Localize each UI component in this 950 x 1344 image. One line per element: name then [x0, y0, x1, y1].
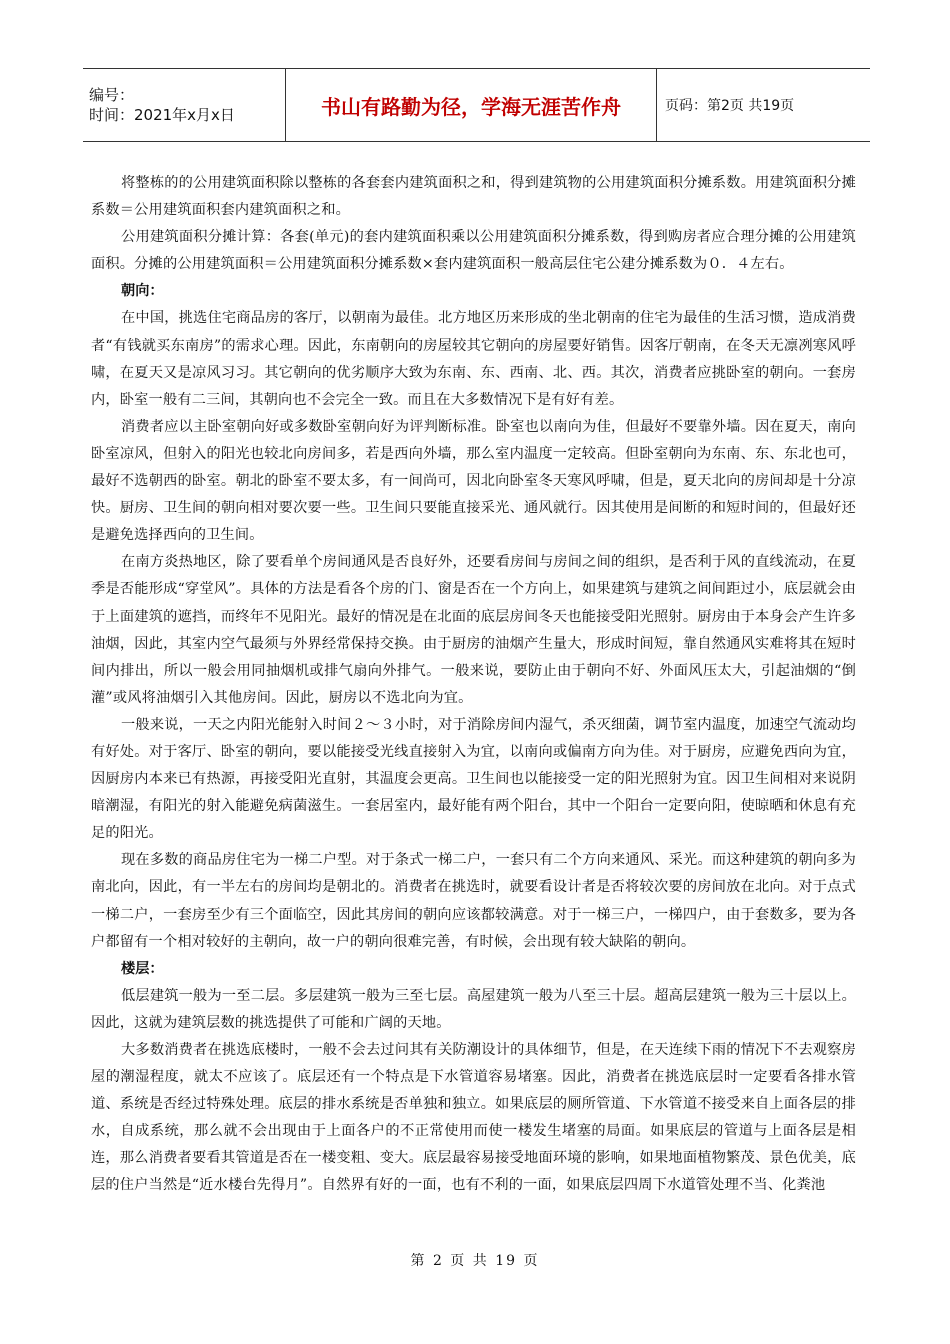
paragraph: 低层建筑一般为一至二层。多层建筑一般为三至七层。高屋建筑一般为八至三十层。超高层建筑一般为三十层以上。因此，这就为建筑层数的挑选提供了可能和广阔的天地。: [91, 987, 856, 1031]
document-number-label: 编号：: [89, 86, 135, 104]
section-heading-floor: 楼层：: [121, 960, 164, 977]
page-footer: 第 2 页 共 19 页: [410, 1253, 540, 1269]
header-motto: 书山有路勤为径，学海无涯苦作舟: [285, 69, 657, 141]
paragraph: 在南方炎热地区，除了要看单个房间通风是否良好外，还要看房间与房间之间的组织，是否利于风的直线流动，在夏季是否能形成“穿堂风”。具体的方法是看各个房的门、窗是否在一个方向上，如果建筑与建筑之间间距过小，底层就会由于上面建筑的遮挡，而终年不见阳光。最好的情况是在北面的底层房间冬天也能接受阳光照射。厨房由于本身会产生许多油烟，因此，其室内空气最须与外界经常保持交换。由于厨房的油烟产生量大，形成时间短，靠自然通风实难将其在短时间内排出，所以一般会用同抽烟机或排气扇向外排气。一般来说，要防止由于朝向不好、外面风压太大，引起油烟的“倒灌”或风将油烟引入其他房间。因此，厨房以不选北向为宜。: [91, 554, 856, 706]
paragraph: 现在多数的商品房住宅为一梯二户型。对于条式一梯二户，一套只有二个方向来通风、采光。而这种建筑的朝向多为南北向，因此，有一半左右的房间均是朝北的。消费者在挑选时，就要看设计者是否将较次要的房间放在北向。对于点式一梯二户，一套房至少有三个面临空，因此其房间的朝向应该都较满意。对于一梯三户，一梯四户，由于套数多，要为各户都留有一个相对较好的主朝向，故一户的朝向很难完善，有时候，会出现有较大缺陷的朝向。: [91, 852, 856, 950]
page-header: [83, 68, 870, 142]
paragraph: 公用建筑面积分摊计算：各套(单元)的套内建筑面积乘以公用建筑面积分摊系数，得到购房者应合理分摊的公用建筑面积。分摊的公用建筑面积＝公用建筑面积分摊系数×套内建筑面积一般高层住宅公建分摊系数为０．４左右。: [91, 229, 856, 273]
paragraph: 在中国，挑选住宅商品房的客厅，以朝南为最佳。北方地区历来形成的坐北朝南的住宅为最佳的生活习惯，造成消费者“有钱就买东南房”的需求心理。因此，东南朝向的房屋较其它朝向的房屋要好销售。因客厅朝南，在冬天无凛冽寒风呼啸，在夏天又是凉风习习。其它朝向的优劣顺序大致为东南、东、西南、北、西。其次，消费者应挑卧室的朝向。一套房内，卧室一般有二三间，其朝向也不会完全一致。而且在大多数情况下是有好有差。: [91, 310, 856, 408]
paragraph: 一般来说，一天之内阳光能射入时间２～３小时，对于消除房间内湿气，杀灭细菌，调节室内温度，加速空气流动均有好处。对于客厅、卧室的朝向，要以能接受光线直接射入为宜，以南向或偏南方向为佳。对于厨房，应避免西向为宜，因厨房内本来已有热源，再接受阳光直射，其温度会更高。卫生间也以能接受一定的阳光照射为宜。因卫生间相对来说阴暗潮湿，有阳光的射入能避免病菌滋生。一套居室内，最好能有两个阳台，其中一个阳台一定要向阳，使晾晒和休息有充足的阳光。: [91, 716, 856, 842]
section-heading-orientation: 朝向：: [121, 283, 164, 300]
paragraph: 大多数消费者在挑选底楼时，一般不会去过问其有关防潮设计的具体细节，但是，在天连续下雨的情况下不去观察房屋的潮湿程度，就太不应该了。底层还有一个特点是下水管道容易堵塞。因此，消费者在挑选底层时一定要看各排水管道、系统是否经过特殊处理。底层的排水系统是否单独和独立。如果底层的厕所管道、下水管道不接受来自上面各层的排水，自成系统，那么就不会出现由于上面各户的不正常使用而使一楼发生堵塞的局面。如果底层的管道与上面各层是相连，那么消费者要看其管道是否在一楼变粗、变大。底层最容易接受地面环境的影响，如果地面植物繁茂、景色优美，底层的住户当然是“近水楼台先得月”。自然界有好的一面，也有不利的一面，如果底层四周下水道管处理不当、化粪池: [91, 1042, 856, 1194]
header-page-info: 页码：第2页 共19页: [665, 98, 795, 114]
header-meta: [83, 69, 285, 141]
document-body: [91, 170, 856, 1200]
paragraph: 消费者应以主卧室朝向好或多数卧室朝向好为评判断标准。卧室也以南向为佳，但最好不要靠外墙。因在夏天，南向卧室凉风，但射入的阳光也较北向房间多，若是西向外墙，那么室内温度一定较高。但卧室朝向为东南、东、东北也可，最好不选朝西的卧室。朝北的卧室不要太多，有一间尚可，因北向卧室冬天寒风呼啸，但是，夏天北向的房间却是十分凉快。厨房、卫生间的朝向相对要次要一些。卫生间只要能直接采光、通风就行。因其使用是间断的和短时间的，但最好还是避免选择西向的卫生间。: [91, 418, 856, 544]
document-date: 时间：2021年x月x日: [89, 106, 235, 124]
paragraph: 将整栋的的公用建筑面积除以整栋的各套套内建筑面积之和，得到建筑物的公用建筑面积分摊系数。用建筑面积分摊系数＝公用建筑面积套内建筑面积之和。: [91, 175, 856, 219]
